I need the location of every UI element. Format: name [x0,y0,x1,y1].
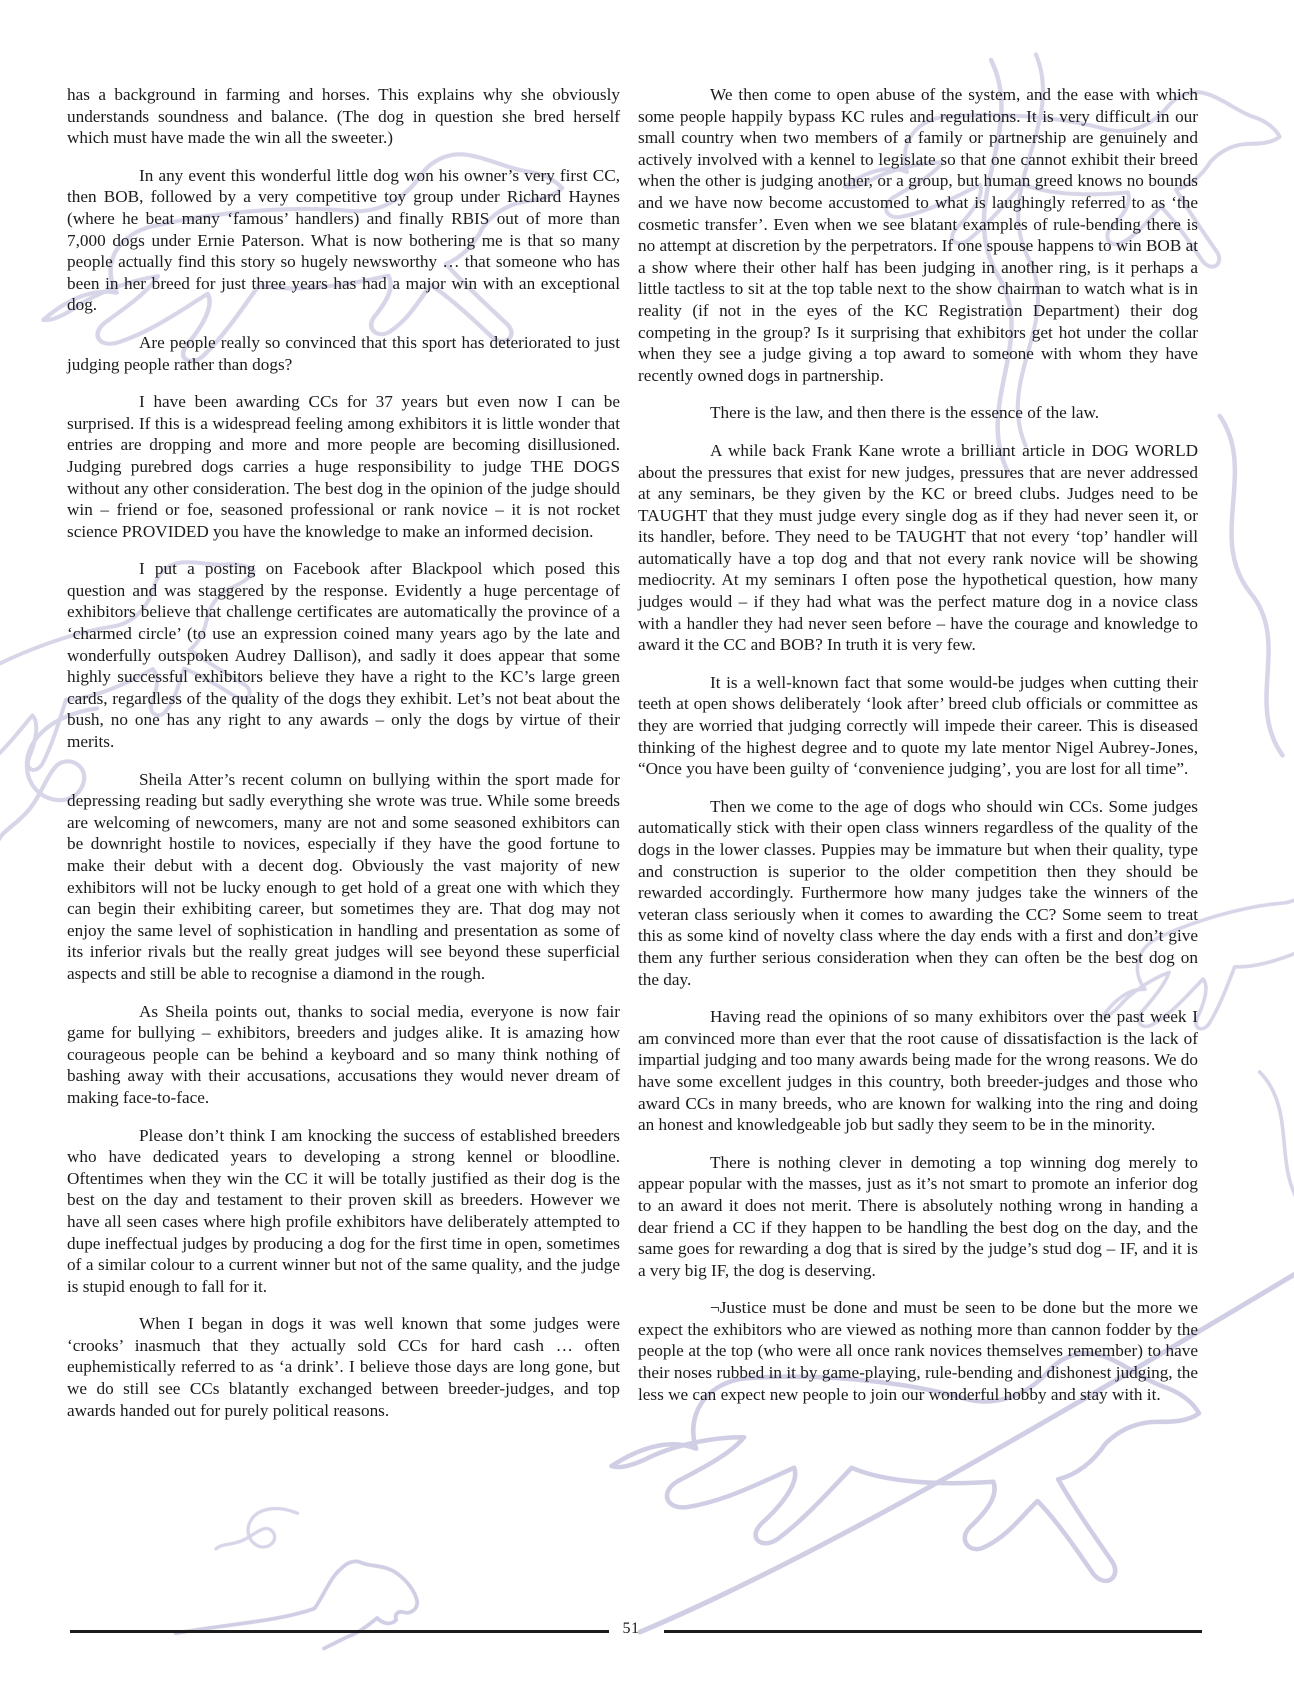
footer-rule-right [664,1630,1202,1633]
paragraph: We then come to open abuse of the system, and the ease with which some people happily bypass KC rules and regulations. It is very difficult in our small country when two members of a family or partnership are genuinely and actively involved with a kennel to legislate so that one cannot exhibit their breed when the other is judging another, or a group, but human greed knows no bounds and we have now become accustomed to what is laughingly referred to as ‘the cosmetic transfer’. Even when we see blatant examples of rule-bending there is no attempt at discretion by the perpetrators. If one spouse happens to win BOB at a show where their other half has been judging in another ring, is it perhaps a little tactless to sit at the top table next to the show chairman to watch what is in reality (if not in the eyes of the KC Registration Department) their dog competing in the group? Is it surprising that exhibitors get hot under the collar when they see a judge giving a top award to someone with whom they have recently owned dogs in partnership. [638,85,1198,385]
paragraph: In any event this wonderful little dog won his owner’s very first CC, then BOB, followed by a very competitive toy group under Richard Haynes (where he beat many ‘famous’ handlers) and finally RBIS out of more than 7,000 dogs under Ernie Paterson. What is now bothering me is that so many people actually find this story so hugely newsworthy … that someone who has been in her breed for just three years has had a major win with an exceptional dog. [67,165,620,315]
paragraph: There is the law, and then there is the essence of the law. [710,403,1100,423]
paragraph: It is a well-known fact that some would-be judges when cutting their teeth at open shows deliberately ‘look after’ breed club officials or committee as they are worried that judging correctly will impede their career. This is diseased thinking of the highest degree and to quote my late mentor Nigel Aubrey-Jones, “Once you have been guilty of ‘convenience judging’, you are lost for all time”. [638,672,1198,779]
paragraph: Sheila Atter’s recent column on bullying within the sport made for depressing reading but sadly everything she wrote was true. While some breeds are welcoming of newcomers, many are not and some seasoned exhibitors can be downright hostile to novices, especially if they have the good fortune to make their debut with a decent dog. Obviously the vast majority of new exhibitors will not be lucky enough to get hold of a great one with which they can begin their exhibiting career, but sometimes they are. That dog may not enjoy the same level of sophistication in handling and presentation as some of its inferior rivals but the really great judges will see beyond these superficial aspects and still be able to recognise a diamond in the rough. [67,769,620,983]
footer [0,1608,1294,1648]
paragraph: Are people really so convinced that this sport has deteriorated to just judging people rather than dogs? [67,332,620,374]
small-flourish-bottom-left [216,1487,297,1575]
ribbon-flourish-right-2 [1255,1067,1294,1358]
paragraph: ¬Justice must be done and must be seen to be done but the more we expect the exhibitors who are viewed as nothing more than cannon fodder by the people at the top (who were all once rank novices themselves remember) to have their noses rubbed in it by game-playing, rule-bending and dishonest judging, the less we can expect new people to join our wonderful hobby and stay with it. [638,1298,1198,1404]
paragraph: There is nothing clever in demoting a top winning dog merely to appear popular with the masses, just as it’s not smart to promote an inferior dog to an award it does not merit. There is absolutely nothing wrong in handing a dear friend a CC if they happen to be handling the best dog on the day, and the same goes for rewarding a dog that is sired by the judge’s stud dog – IF, and it is a very big IF, the dog is deserving. [638,1152,1198,1280]
paragraph: has a background in farming and horses. This explains why she obviously understands soundness and balance. (The dog in question she bred herself which must have made the win all the sweeter.) [67,85,620,148]
footer-rule-left [70,1630,609,1633]
ribbon-flourish-right [1214,413,1285,758]
page-number: 51 [622,1620,640,1637]
paragraph: Having read the opinions of so many exhibitors over the past week I am convinced more than ever that the root cause of dissatisfaction is the lack of impartial judging and too many awards being made for the wrong reasons. We do have some excellent judges in this country, both breeder-judges and those who award CCs in many breeds, who are known for walking into the ring and doing an honest and knowledgeable job but sadly they seem to be in the minority. [638,1007,1198,1135]
paragraph: Then we come to the age of dogs who should win CCs. Some judges automatically stick with their open class winners regardless of the quality of the dogs in the lower classes. Puppies may be immature but when their quality, type and construction is superior to the older competition then they should be rewarded accordingly. Furthermore how many judges take the winners of the veteran class seriously when it comes to awarding the CC? Some seem to treat this as some kind of novelty class where the day ends with a first and don’t give them any further serious consideration when they can often be the best dog on the day. [638,796,1198,989]
paragraph: Please don’t think I am knocking the success of established breeders who have dedicated years to developing a strong kennel or bloodline. Oftentimes when they win the CC it will be totally justified as their dog is the best on the day and testament to their proven skill as breeders. However we have all seen cases where high profile exhibitors have deliberately attempted to dupe ineffectual judges by producing a dog for the first time in open, sometimes of a similar colour to a current winner but not of the same quality, and the judge is stupid enough to fall for it. [67,1125,620,1296]
paragraph: When I began in dogs it was well known that some judges were ‘crooks’ inasmuch that they actually sold CCs for hard cash … often euphemistically referred to as ‘a drink’. I believe those days are long gone, but we do still see CCs blatantly exchanged between breeder-judges, and top awards handed out for purely political reasons. [67,1314,620,1420]
paragraph: I have been awarding CCs for 37 years but even now I can be surprised. If this is a widespread feeling among exhibitors it is little wonder that entries are dropping and more and more people are becoming disillusioned. Judging purebred dogs carries a huge responsibility to judge THE DOGS without any other consideration. The best dog in the opinion of the judge should win – friend or foe, seasoned professional or rank novice – it is not rocket science PROVIDED you have the knowledge to make an informed decision. [67,392,620,541]
right-column [638,84,1198,1421]
paragraph: As Sheila points out, thanks to social media, everyone is now fair game for bullying – exhibitors, breeders and judges alike. It is amazing how courageous people can be behind a keyboard and so many think nothing of bashing away with their accusations, accusations they would never dream of making face-to-face. [67,1001,620,1107]
paragraph: A while back Frank Kane wrote a brilliant article in DOG WORLD about the pressures that exist for new judges, pressures that are never addressed at any seminars, be they given by the KC or breed clubs. Judges need to be TAUGHT that they must judge every single dog as if they had never seen it, or its handler, before. They need to be TAUGHT that not every ‘top’ handler will automatically have a top dog and that not every rank novice will be showing mediocrity. At my seminars I often pose the hypothetical question, how many judges would – if they had what was the perfect mature dog in a novice class with a handler they had never seen before – have the courage and knowledge to award it the CC and BOB? In truth it is very few. [638,440,1198,655]
paragraph: I put a posting on Facebook after Blackpool which posed this question and was staggered by the response. Evidently a huge percentage of exhibitors believe that challenge certificates are automatically the province of a ‘charmed circle’ (to use an expression coined many years ago by the late and wonderfully outspoken Audrey Dallison), and sadly it does appear that some highly successful exhibitors believe they have a right to the KC’s large green cards, regardless of the quality of the dogs they exhibit. Let’s not beat about the bush, no one has any right to any awards – only the dogs by virtue of their merits. [67,559,620,752]
left-column [67,84,620,1437]
